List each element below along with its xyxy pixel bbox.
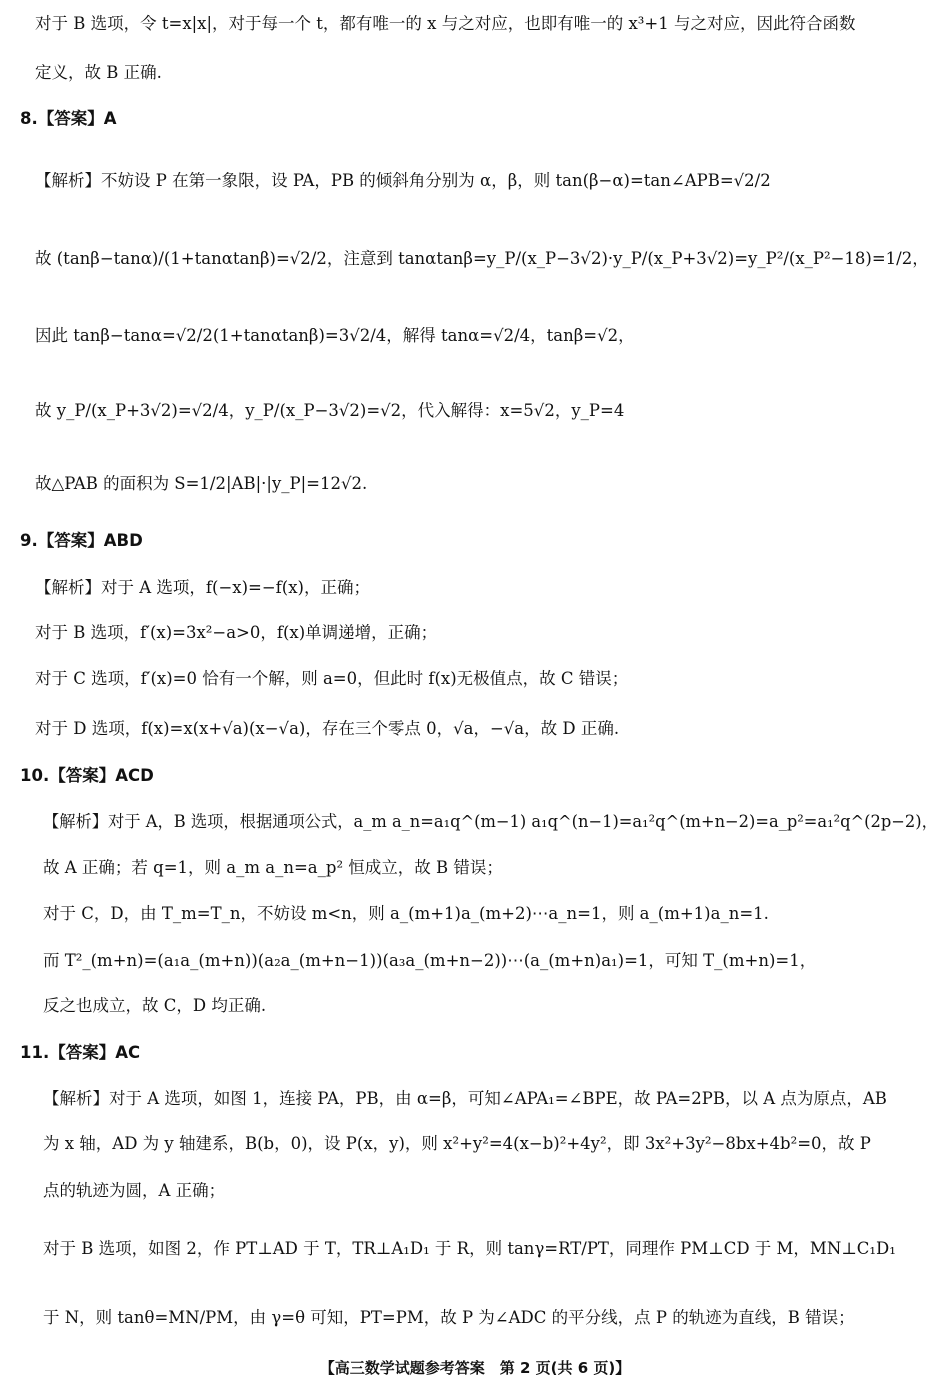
- text-line: 点的轨迹为圆，A 正确；: [43, 1181, 226, 1200]
- text-line: 为 x 轴，AD 为 y 轴建系，B(b，0)，设 P(x，y)，则 x²+y²=4(x−b)²+4y²，即 3x²+3y²−8bx+4b²=0，故 P: [43, 1134, 871, 1153]
- text-line: 反之也成立，故 C，D 均正确.: [43, 996, 267, 1015]
- text-line: 故 y_P/(x_P+3√2)=√2/4，y_P/(x_P−3√2)=√2，代入解得：x=5√2，y_P=4: [35, 401, 625, 420]
- text-line: 而 T²_(m+n)=(a₁a_(m+n))(a₂a_(m+n−1))(a₃a_(m+n−2))⋯(a_(m+n)a₁)=1，可知 T_(m+n)=1，: [43, 951, 817, 970]
- text-line: 对于 B 选项，f′(x)=3x²−a>0，f(x)单调递增，正确；: [35, 623, 438, 642]
- text-line: 对于 C，D，由 T_m=T_n，不妨设 m<n，则 a_(m+1)a_(m+2)⋯a_n=1，则 a_(m+1)a_n=1.: [43, 904, 769, 923]
- text-line: 对于 C 选项，f′(x)=0 恰有一个解，则 a=0，但此时 f(x)无极值点，故 C 错误；: [35, 669, 629, 688]
- text-line: 对于 B 选项，如图 2，作 PT⊥AD 于 T，TR⊥A₁D₁ 于 R，则 tanγ=RT/PT，同理作 PM⊥CD 于 M，MN⊥C₁D₁: [43, 1239, 896, 1258]
- text-line: 定义，故 B 正确.: [35, 63, 162, 82]
- text-line: 于 N，则 tanθ=MN/PM，由 γ=θ 可知，PT=PM，故 P 为∠ADC 的平分线，点 P 的轨迹为直线，B 错误；: [43, 1308, 855, 1327]
- text-line: 因此 tanβ−tanα=√2/2(1+tanαtanβ)=3√2/4，解得 tanα=√2/4，tanβ=√2，: [35, 326, 635, 345]
- answer-heading-10: 10.【答案】ACD: [20, 766, 154, 785]
- text-line: 【解析】对于 A 选项，f(−x)=−f(x)，正确；: [35, 578, 370, 597]
- text-line: 【解析】对于 A，B 选项，根据通项公式，a_m a_n=a₁q^(m−1) a₁q^(n−1)=a₁²q^(m+n−2)=a_p²=a₁²q^(2p−2)，: [43, 812, 938, 831]
- text-line: 故 A 正确；若 q=1，则 a_m a_n=a_p² 恒成立，故 B 错误；: [43, 858, 503, 877]
- text-line: 对于 D 选项，f(x)=x(x+√a)(x−√a)，存在三个零点 0，√a，−√a，故 D 正确.: [35, 719, 620, 738]
- answer-heading-11: 11.【答案】AC: [20, 1043, 141, 1062]
- text-line: 对于 B 选项，令 t=x|x|，对于每一个 t，都有唯一的 x 与之对应，也即有唯一的 x³+1 与之对应，因此符合函数: [35, 14, 856, 33]
- page-footer: 【高三数学试题参考答案 第 2 页(共 6 页)】: [319, 1359, 631, 1377]
- text-line: 【解析】对于 A 选项，如图 1，连接 PA，PB，由 α=β，可知∠APA₁=∠BPE，故 PA=2PB，以 A 点为原点，AB: [43, 1089, 887, 1108]
- answer-heading-9: 9.【答案】ABD: [20, 531, 143, 550]
- text-line: 故 (tanβ−tanα)/(1+tanαtanβ)=√2/2，注意到 tanαtanβ=y_P/(x_P−3√2)·y_P/(x_P+3√2)=y_P²/(x_P²−18)=1/2，: [35, 249, 929, 268]
- text-line: 故△PAB 的面积为 S=1/2|AB|·|y_P|=12√2.: [35, 474, 368, 493]
- text-line: 【解析】不妨设 P 在第一象限，设 PA，PB 的倾斜角分别为 α，β，则 tan(β−α)=tan∠APB=√2/2: [35, 171, 771, 190]
- answer-heading-8: 8.【答案】A: [20, 109, 117, 128]
